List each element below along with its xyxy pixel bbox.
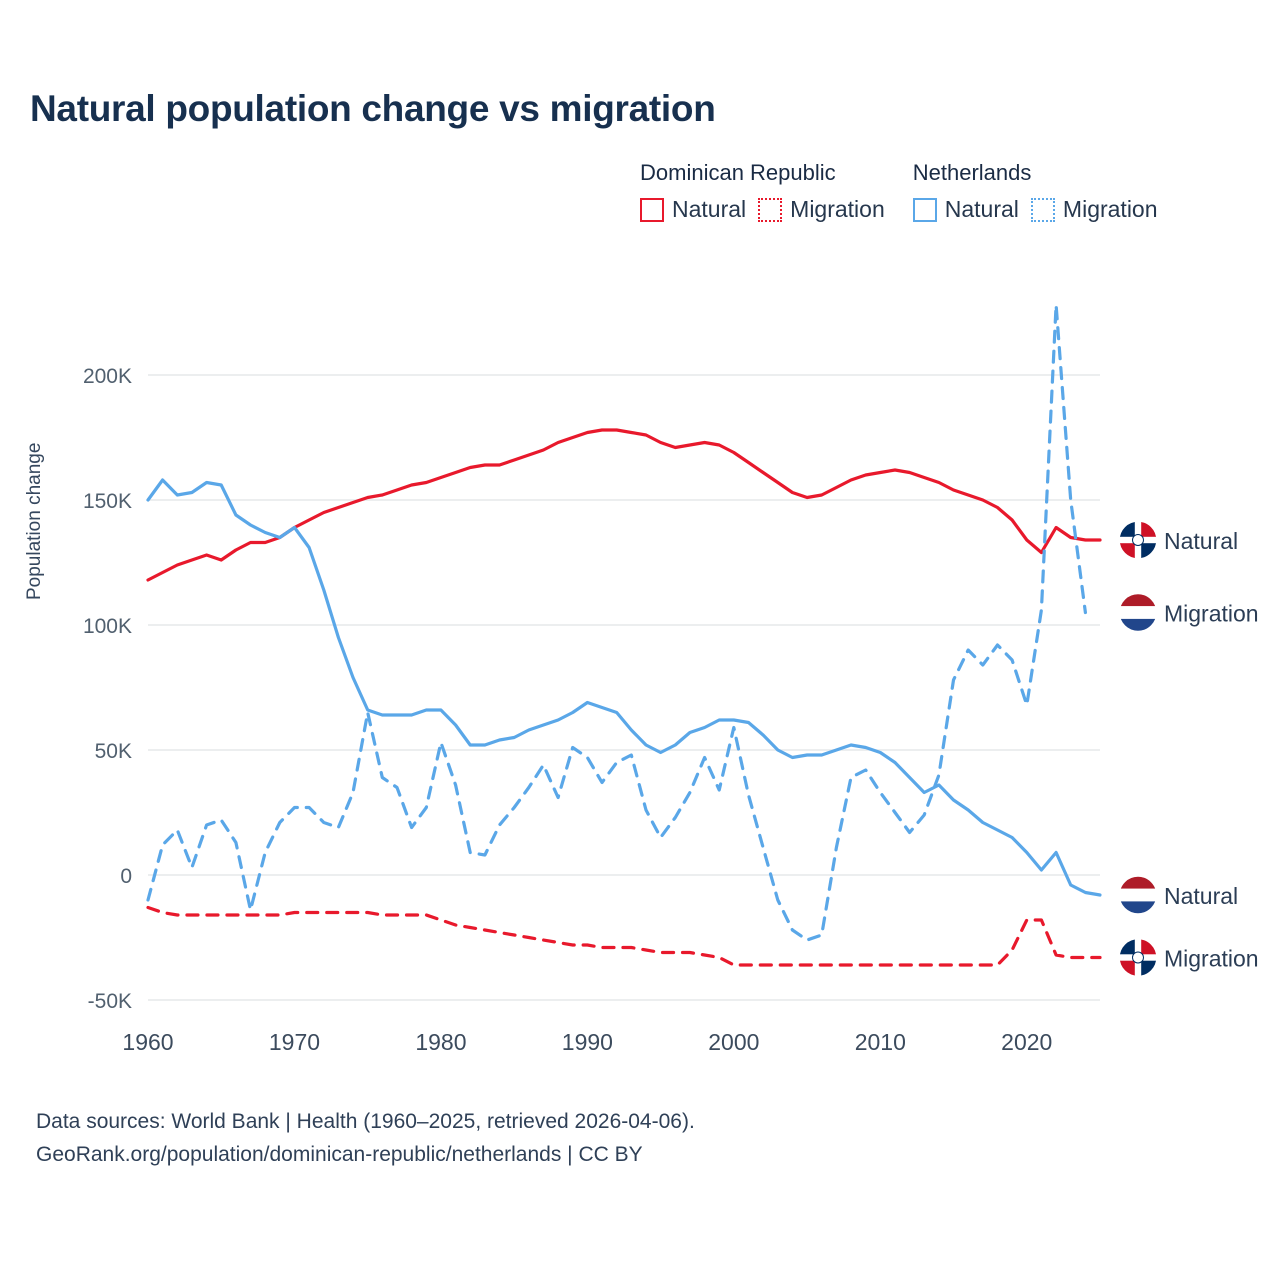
legend-label: Natural	[944, 196, 1019, 222]
end-label-text: Migration	[1164, 945, 1259, 972]
end-label-text: Migration	[1164, 600, 1259, 627]
y-tick-label: 50K	[94, 740, 132, 763]
series-end-label	[1119, 939, 1259, 977]
series-end-label	[1119, 521, 1238, 559]
series-end-label	[1119, 876, 1238, 914]
series-line	[148, 305, 1085, 940]
x-tick-label: 1970	[268, 1029, 321, 1055]
legend-label: Natural	[672, 196, 747, 222]
end-label-text: Natural	[1164, 883, 1239, 909]
x-tick-label: 2010	[854, 1029, 906, 1055]
y-tick-label: 200K	[82, 365, 132, 388]
x-tick-label: 2020	[1001, 1029, 1053, 1055]
legend-label: Migration	[790, 196, 885, 222]
series-line	[148, 430, 1100, 580]
series-end-label	[1119, 594, 1259, 632]
series-line	[148, 480, 1100, 895]
x-tick-label: 1960	[122, 1029, 174, 1055]
end-label-text: Natural	[1164, 528, 1239, 554]
y-tick-label: 0	[120, 865, 132, 888]
series-line	[148, 908, 1100, 966]
page-title: Natural population change vs migration	[30, 88, 716, 129]
footer-line-sources: Data sources: World Bank | Health (1960–2025, retrieved 2026-04-06).	[36, 1110, 695, 1133]
y-tick-label: 100K	[82, 615, 132, 638]
x-tick-label: 1980	[415, 1029, 467, 1055]
x-tick-label: 2000	[708, 1029, 760, 1055]
chart-footer	[36, 1106, 695, 1171]
y-tick-label: 150K	[82, 490, 132, 513]
footer-line-attribution: GeoRank.org/population/dominican-republic/netherlands | CC BY	[36, 1142, 643, 1166]
legend-label: Migration	[1062, 196, 1158, 222]
y-tick-label: -50K	[87, 990, 132, 1013]
y-axis-label: Population change	[24, 442, 45, 600]
x-tick-label: 1990	[561, 1029, 613, 1055]
legend-group-title: Dominican Republic	[640, 160, 836, 185]
legend-group-title: Netherlands	[912, 160, 1032, 185]
